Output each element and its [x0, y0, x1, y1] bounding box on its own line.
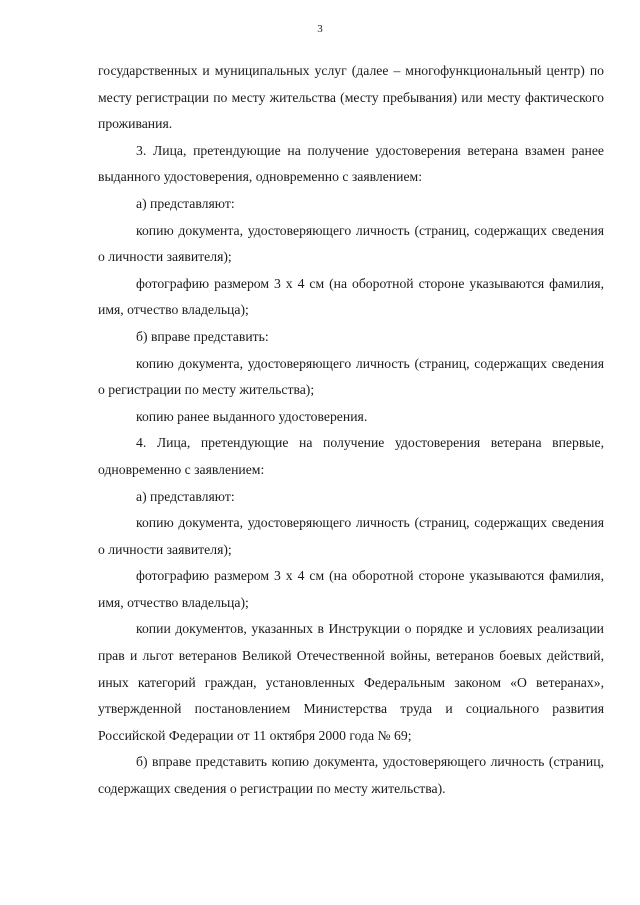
- page-number: 3: [317, 23, 323, 35]
- paragraph: копии документов, указанных в Инструкции о порядке и условиях реализации прав и льгот ветеранов Великой Отечественной войны, ветеранов боевых действий, иных категорий граждан, установленных Федеральным законом «О ветеранах», утвержденной постановлением Министерства труда и социального развития Российской Федерации от 11 октября 2000 года № 69;: [98, 621, 604, 743]
- paragraph: копию документа, удостоверяющего личность (страниц, содержащих сведения о личности заявителя);: [98, 222, 604, 265]
- paragraph: фотографию размером 3 х 4 см (на оборотной стороне указываются фамилия, имя, отчество владельца);: [98, 275, 604, 318]
- paragraph: копию документа, удостоверяющего личность (страниц, содержащих сведения о личности заявителя);: [98, 515, 604, 557]
- paragraph: а) представляют:: [136, 488, 235, 504]
- paragraph: копию документа, удостоверяющего личность (страниц, содержащих сведения о регистрации по месту жительства);: [98, 355, 604, 398]
- paragraph: б) вправе представить:: [136, 328, 269, 344]
- paragraph: б) вправе представить копию документа, удостоверяющего личность (страниц, содержащих сведения о регистрации по месту жительства).: [98, 754, 604, 797]
- paragraph: 3. Лица, претендующие на получение удостоверения ветерана взамен ранее выданного удостоверения, одновременно с заявлением:: [98, 142, 604, 185]
- paragraph: а) представляют:: [136, 195, 235, 211]
- paragraph: 4. Лица, претендующие на получение удостоверения ветерана впервые, одновременно с заявлением:: [98, 435, 604, 477]
- paragraph: фотографию размером 3 х 4 см (на оборотной стороне указываются фамилия, имя, отчество владельца);: [98, 568, 604, 610]
- paragraph: государственных и муниципальных услуг (далее – многофункциональный центр) по месту регистрации по месту жительства (месту пребывания) или месту фактического проживания.: [98, 63, 604, 132]
- document-body: [98, 58, 604, 803]
- paragraph: копию ранее выданного удостоверения.: [136, 408, 368, 424]
